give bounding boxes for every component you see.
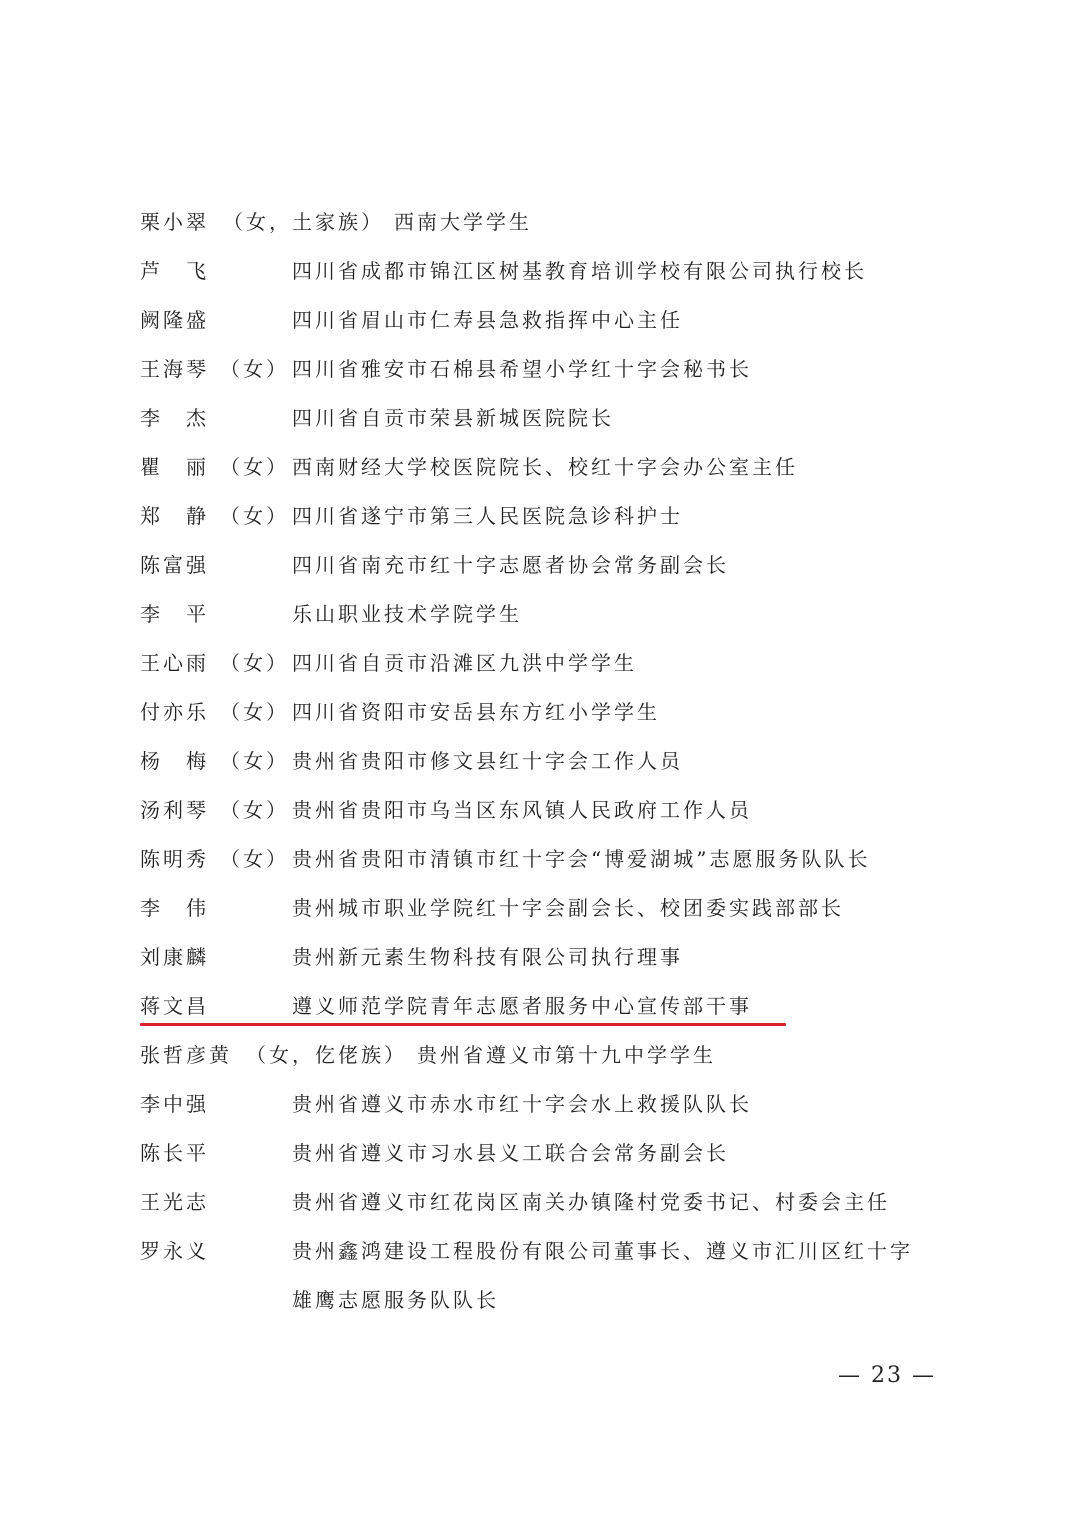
person-description: 贵州省遵义市赤水市红十字会水上救援队队长: [292, 1092, 752, 1116]
person-note: （女）: [220, 504, 289, 528]
person-description: 四川省遂宁市第三人民医院急诊科护士: [292, 504, 683, 528]
person-description: 贵州省遵义市第十九中学学生: [417, 1043, 716, 1067]
person-description: 贵州省贵阳市清镇市红十字会“博爱湖城”志愿服务队队长: [292, 847, 871, 871]
person-name: 张哲彦黄: [140, 1043, 232, 1067]
person-note: （女，仡佬族）: [246, 1043, 407, 1067]
person-name: 王光志: [140, 1190, 209, 1214]
person-description: 贵州省贵阳市乌当区东风镇人民政府工作人员: [292, 798, 752, 822]
person-name: 瞿 丽: [140, 455, 209, 479]
person-name: 李 平: [140, 602, 209, 626]
page-number: — 23 —: [838, 1363, 936, 1388]
person-name: 栗小翠: [140, 210, 209, 234]
person-note: （女）: [220, 847, 289, 871]
person-name: 杨 梅: [140, 749, 209, 773]
list-item: [140, 933, 940, 982]
list-item-continuation: [140, 1276, 940, 1325]
person-description: 四川省南充市红十字志愿者协会常务副会长: [292, 553, 729, 577]
person-name: 李 杰: [140, 406, 209, 430]
list-item: [140, 1031, 940, 1080]
honoree-list: [140, 198, 940, 1325]
person-name: 李 伟: [140, 896, 209, 920]
person-description: 贵州省遵义市红花岗区南关办镇隆村党委书记、村委会主任: [292, 1190, 890, 1214]
person-name: 付亦乐: [140, 700, 209, 724]
list-item: [140, 590, 940, 639]
person-description: 贵州省贵阳市修文县红十字会工作人员: [292, 749, 683, 773]
list-item: [140, 345, 940, 394]
person-description: 四川省雅安市石棉县希望小学红十字会秘书长: [292, 357, 752, 381]
list-item: [140, 541, 940, 590]
person-note: （女，土家族）: [223, 210, 384, 234]
list-item: [140, 198, 940, 247]
person-description: 四川省眉山市仁寿县急救指挥中心主任: [292, 308, 683, 332]
person-name: 王海琴: [140, 357, 209, 381]
list-item: [140, 786, 940, 835]
person-name: 陈富强: [140, 553, 209, 577]
person-description: 四川省资阳市安岳县东方红小学学生: [292, 700, 660, 724]
person-note: （女）: [220, 749, 289, 773]
list-item: [140, 492, 940, 541]
list-item: [140, 1129, 940, 1178]
list-item: [140, 296, 940, 345]
person-note: （女）: [220, 700, 289, 724]
person-description: 四川省成都市锦江区树基教育培训学校有限公司执行校长: [292, 259, 867, 283]
person-name: 郑 静: [140, 504, 209, 528]
list-item: [140, 443, 940, 492]
list-item: [140, 688, 940, 737]
person-name: 蒋文昌: [140, 994, 209, 1018]
person-description: 四川省自贡市沿滩区九洪中学学生: [292, 651, 637, 675]
person-description: 四川省自贡市荣县新城医院院长: [292, 406, 614, 430]
person-description: 雄鹰志愿服务队队长: [292, 1288, 499, 1312]
list-item: [140, 835, 940, 884]
person-note: （女）: [220, 357, 289, 381]
list-item: [140, 247, 940, 296]
red-underline: [140, 1023, 786, 1026]
person-description: 贵州鑫鸿建设工程股份有限公司董事长、遵义市汇川区红十字: [292, 1239, 913, 1263]
person-description: 西南大学学生: [394, 210, 532, 234]
person-description: 贵州城市职业学院红十字会副会长、校团委实践部部长: [292, 896, 844, 920]
list-item: [140, 394, 940, 443]
person-name: 刘康麟: [140, 945, 209, 969]
person-description: 西南财经大学校医院院长、校红十字会办公室主任: [292, 455, 798, 479]
list-item: [140, 737, 940, 786]
person-description: 贵州新元素生物科技有限公司执行理事: [292, 945, 683, 969]
person-note: （女）: [220, 798, 289, 822]
person-name: 王心雨: [140, 651, 209, 675]
list-item: [140, 884, 940, 933]
person-name: 汤利琴: [140, 798, 209, 822]
list-item: [140, 639, 940, 688]
person-name: 芦 飞: [140, 259, 209, 283]
person-name: 阙隆盛: [140, 308, 209, 332]
person-note: （女）: [220, 651, 289, 675]
person-name: 李中强: [140, 1092, 209, 1116]
person-name: 陈长平: [140, 1141, 209, 1165]
person-description: 贵州省遵义市习水县义工联合会常务副会长: [292, 1141, 729, 1165]
list-item: [140, 1227, 940, 1276]
list-item: [140, 1178, 940, 1227]
person-name: 陈明秀: [140, 847, 209, 871]
person-description: 乐山职业技术学院学生: [292, 602, 522, 626]
list-item: [140, 1080, 940, 1129]
person-note: （女）: [220, 455, 289, 479]
person-description: 遵义师范学院青年志愿者服务中心宣传部干事: [292, 994, 752, 1018]
person-name: 罗永义: [140, 1239, 209, 1263]
